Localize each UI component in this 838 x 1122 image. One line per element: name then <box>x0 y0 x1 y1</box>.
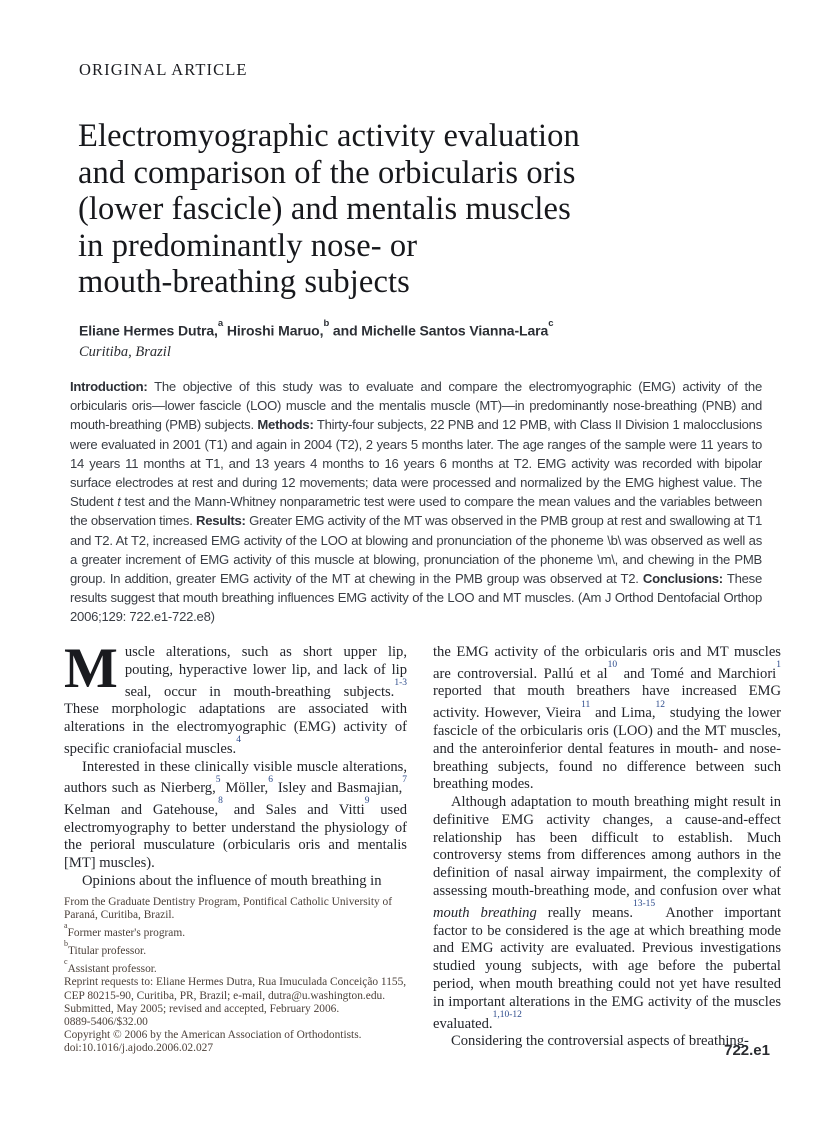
paragraph: Opinions about the influence of mouth breathing in <box>82 873 382 889</box>
paragraph: the EMG activity of the orbicularis oris and MT muscles are controversial. Pallú et $al^{10}$ and Tomé and Marchiori$^1$ reported that mouth breathers have increased EMG activity. However, Vieira$^{11}$ and Lima,$^{12}$ studying the lower fascicle of the orbicularis oris (LOO) and the MT muscles, and the anteroinferior dental features in mouth- and nose-breathing subjects, found no difference between such breathing modes. <box>433 644 781 793</box>
footnote: $^a$Former master's program. <box>64 921 186 940</box>
title-line: Electromyographic activity evaluation <box>78 118 580 154</box>
paragraph: Although adaptation to mouth breathing might result in definitive EMG activity changes, a cause-and-effect relationship has been difficult to establish. Much controversy stems from differences among authors in the definition of nasal airway impairment, the complexity of assessing mouth-breathing mode, and confusion over what mouth breathing really means.$^{13-15}$ Another important factor to be considered is the age at which breathing mode and EMG activity are evaluated. Previous investigations studied young subjects, with age before the pubertal period, when mouth breathing could not yet have resulted in important alterations in the EMG activity of the muscles evaluated.$^{1,10-12}$ <box>433 794 782 1032</box>
column-left <box>64 637 408 891</box>
paragraph: Interested in these clinically visible muscle alterations, authors such as Nierberg,$^5$ Möller,$^6$ Isley and Basmajian,$^7$ Kelman and Gatehouse,$^8$ and Sales and Vitti$^9$ used electromyography to better understand the physiology of the perioral musculature (orbicularis oris and mentalis [MT] muscles). <box>64 758 408 872</box>
footnote: doi:10.1016/j.ajodo.2006.02.027 <box>64 1042 214 1055</box>
title-line: (lower fascicle) and mentalis muscles <box>78 191 571 227</box>
column-right <box>433 644 781 1051</box>
paragraph: Muscle alterations, such as short upper lip, pouting, hyperactive lower lip, and lack of lip seal, occur in mouth-breathing subjects.$^{1-3}$ These morphologic adaptations are associated with alterations in the electromyographic (EMG) activity of specific craniofacial muscles.$^4$ <box>64 637 407 757</box>
affiliation-line: Curitiba, Brazil <box>79 344 171 360</box>
page-number: 722.e1 <box>724 1042 770 1059</box>
footnote: Reprint requests to: Eliane Hermes Dutra, Rua Imuculada Conceição 1155, CEP 80215-90, Curitiba, PR, Brazil; e-mail, dutra@u.washington.edu. <box>64 976 407 1002</box>
article-type-label: ORIGINAL ARTICLE <box>79 60 248 79</box>
title-line: and comparison of the orbicularis oris <box>78 154 576 191</box>
footnote: From the Graduate Dentistry Program, Pontifical Catholic University of Paraná, Curitiba, Brazil. <box>64 896 393 922</box>
abstract: Introduction: The objective of this study was to evaluate and compare the electromyographic (EMG) activity of the orbicularis oris—lower fascicle (LOO) muscle and the mentalis muscle (MT)—in predominantly nose-breathing (PNB) and mouth-breathing (PMB) subjects. Methods: Thirty-four subjects, 22 PNB and 12 PMB, with Class II Division 1 malocclusions were evaluated in 2001 (T1) and again in 2004 (T2), 2 years 5 months later. The age ranges of the sample were 11 years to 14 years 11 months at T1, and 13 years 4 months to 16 years 6 months at T2. EMG activity was recorded with bipolar surface electrodes at rest and during 12 movements; data were processed and normalized by the EMG highest value. The Student t test and the Mann-Whitney nonparametric test were used to compare the mean values and the variables between the observation times. Results: Greater EMG activity of the MT was observed in the PMB group at rest and swallowing at T1 and T2. At T2, increased EMG activity of the LOO at blowing and pronunciation of the phoneme \b\ was observed as well as a greater increment of EMG activity of this muscle at blowing, pronunciation of the phoneme \m\, and chewing in the PMB group. In addition, greater EMG activity of the MT at chewing in the PMB group was observed at T2. Conclusions: These results suggest that mouth breathing influences EMG activity of the LOO and MT muscles. (Am J Orthod Dentofacial Orthop 2006;129: 722.e1-722.e8) <box>70 379 763 625</box>
footnotes <box>64 896 409 1056</box>
paragraph: Considering the controversial aspects of breathing- <box>451 1033 749 1050</box>
footnote: $^c$Assistant professor. <box>64 957 157 976</box>
title-line: in predominantly nose- or <box>78 227 418 264</box>
footnote: Copyright © 2006 by the American Association of Orthodontists. <box>64 1029 362 1042</box>
footnote: 0889-5406/$32.00 <box>64 1016 148 1029</box>
footnote: Submitted, May 2005; revised and accepted, February 2006. <box>64 1002 340 1015</box>
title-line: mouth-breathing subjects <box>78 264 410 300</box>
page-title <box>78 118 718 301</box>
footnote: $^b$Titular professor. <box>64 939 147 958</box>
authors-line: Eliane Hermes Dutra,$^a$ Hiroshi Maruo,$^b$ and Michelle Santos Vianna-Lara$^c$ <box>79 318 554 339</box>
